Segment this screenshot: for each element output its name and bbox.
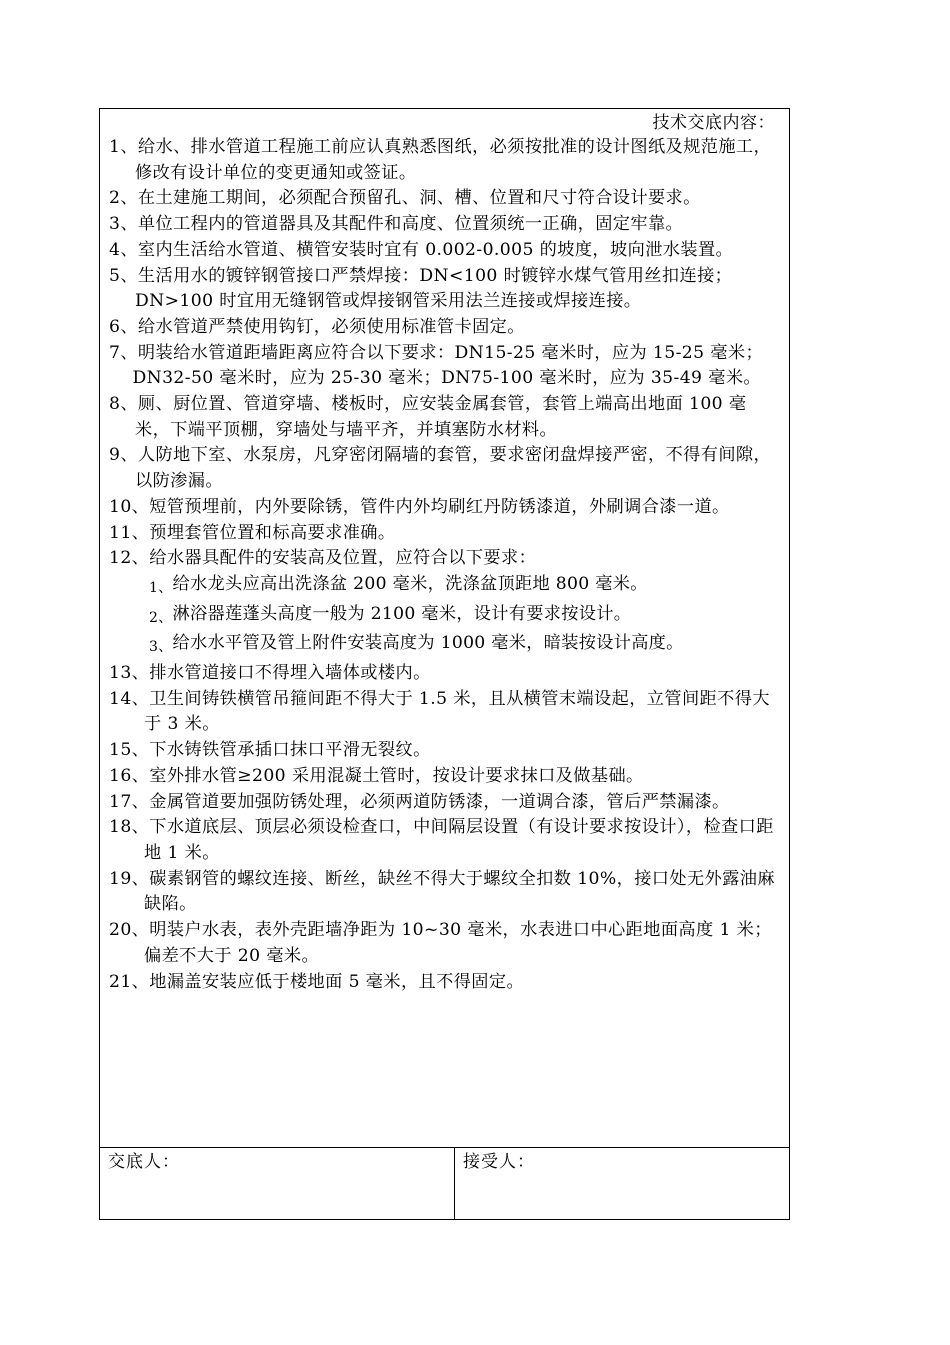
list-item: 11、预埋套管位置和标高要求准确。 [109, 522, 396, 543]
sub-item-number: 3、 [149, 639, 173, 656]
list-item: 6、给水管道严禁使用钩钉，必须使用标准管卡固定。 [109, 316, 525, 337]
list-item: 2、在土建施工期间，必须配合预留孔、洞、槽、位置和尺寸符合设计要求。 [109, 188, 701, 209]
receiver-field[interactable] [455, 1148, 789, 1219]
sub-item-text: 淋浴器莲蓬头高度一般为 2100 毫米，设计有要求按设计。 [172, 603, 632, 624]
disclosure-table [99, 108, 790, 1220]
list-item: 17、金属管道要加强防锈处理，必须两道防锈漆，一道调合漆，管后严禁漏漆。 [109, 791, 730, 812]
sub-list-item [109, 631, 781, 661]
content-cell [100, 109, 789, 1148]
list-item: 8、厕、厨位置、管道穿墙、楼板时，应安装金属套管，套管上端高出地面 100 毫米，下端平顶棚，穿墙处与墙平齐，并填塞防水材料。 [109, 394, 747, 440]
list-item: 16、室外排水管≥200 采用混凝土管时，按设计要求抹口及做基础。 [109, 765, 644, 786]
content-header: 技术交底内容： [652, 113, 775, 133]
list-item: 12、给水器具配件的安装高及位置，应符合以下要求： [109, 548, 537, 569]
list-item: 15、下水铸铁管承插口抹口平滑无裂纹。 [109, 740, 431, 761]
list-item: 4、室内生活给水管道、横管安装时宜有 0.002-0.005 的坡度，坡向泄水装置。 [109, 239, 734, 260]
signature-row [100, 1148, 789, 1219]
list-item: 5、生活用水的镀锌钢管接口严禁焊接：DN<100 时镀锌水煤气管用丝扣连接；DN>100 时宜用无缝钢管或焊接钢管采用法兰连接或焊接连接。 [109, 265, 733, 312]
list-item: 21、地漏盖安装应低于楼地面 5 毫米，且不得固定。 [109, 971, 525, 992]
list-item: 1、给水、排水管道工程施工前应认真熟悉图纸，必须按批准的设计图纸及规范施工， 修改有设计单位的变更通知或签证。 [109, 137, 777, 183]
sub-item-text: 给水水平管及管上附件安装高度为 1000 毫米，暗装按设计高度。 [172, 633, 684, 654]
list-item: 3、单位工程内的管道器具及其配件和高度、位置须统一正确，固定牢靠。 [109, 214, 684, 235]
list-item: 18、下水道底层、顶层必须设检查口，中间隔层设置（有设计要求按设计），检查口距地 1 米。 [109, 817, 774, 863]
discloser-field[interactable] [100, 1148, 455, 1219]
list-item: DN32-50 毫米时，应为 25-30 毫米；DN75-100 毫米时，应为 35-49 毫米。 [109, 368, 761, 389]
sub-list-item [109, 572, 781, 602]
list-item: 14、卫生间铸铁横管吊箍间距不得大于 1.5 米，且从横管末端设起，立管间距不得大于 3 米。 [109, 688, 770, 735]
list-item: 19、碳素钢管的螺纹连接、断丝，缺丝不得大于螺纹全扣数 10%，接口处无外露油麻缺陷。 [109, 868, 775, 915]
list-item: 10、短管预埋前，内外要除锈，管件内外均刷红丹防锈漆道，外刷调合漆一道。 [109, 496, 730, 517]
sub-item-number: 1、 [149, 579, 173, 596]
list-item: 7、明装给水管道距墙距离应符合以下要求：DN15-25 毫米时，应为 15-25 毫米； [109, 342, 764, 363]
list-item: 13、排水管道接口不得埋入墙体或楼内。 [109, 663, 431, 684]
receiver-label: 接受人： [463, 1152, 535, 1172]
sub-item-number: 2、 [149, 609, 173, 626]
discloser-label: 交底人： [108, 1152, 180, 1172]
sub-item-text: 给水龙头应高出洗涤盆 200 毫米，洗涤盆顶距地 800 毫米。 [172, 573, 648, 594]
list-item: 9、人防地下室、水泵房，凡穿密闭隔墙的套管，要求密闭盘焊接严密，不得有间隙，以防渗漏。 [109, 445, 772, 492]
sub-list-item [109, 602, 781, 632]
list-item: 20、明装户水表，表外壳距墙净距为 10~30 毫米，水表进口中心距地面高度 1 米；偏差不大于 20 毫米。 [109, 920, 772, 966]
